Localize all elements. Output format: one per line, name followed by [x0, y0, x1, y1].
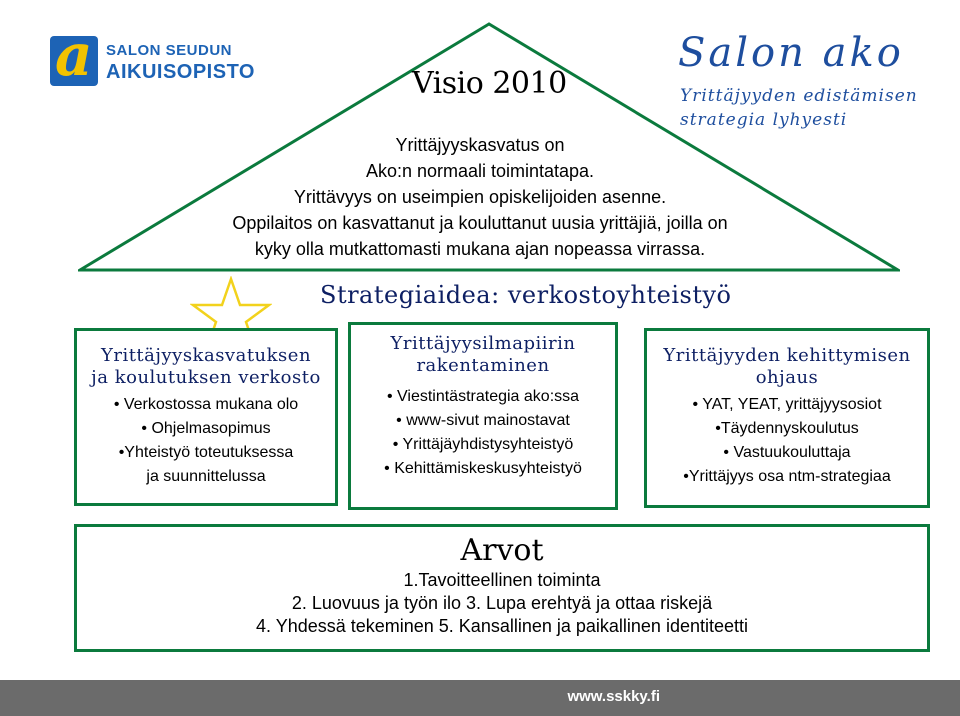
- brand-title: Salon ako: [678, 30, 904, 76]
- values-title: Arvot: [460, 533, 544, 568]
- vision-line: Yrittävyys on useimpien opiskelijoiden asenne.: [293, 187, 667, 207]
- vision-text: [160, 132, 800, 262]
- values-line: 4. Yhdessä tekeminen 5. Kansallinen ja paikallinen identiteetti: [256, 616, 748, 636]
- brand-subtitle-line-1: Yrittäjyyden edistämisen: [680, 86, 918, 106]
- box-title-line: ohjaus: [755, 367, 819, 388]
- box-title-line: rakentaminen: [416, 355, 550, 376]
- list-item: • Kehittämiskeskusyhteistyö: [384, 460, 582, 477]
- box-title-line: Yrittäjyyden kehittymisen: [663, 345, 911, 366]
- values-box: [74, 524, 930, 652]
- list-item: • Verkostossa mukana olo: [113, 396, 299, 413]
- strategy-title: Strategiaidea: verkostoyhteistyö: [320, 281, 732, 309]
- logo-mark: a: [50, 36, 98, 86]
- list-item: • Viestintästrategia ako:ssa: [386, 388, 580, 405]
- vision-line: Oppilaitos on kasvattanut ja kouluttanut uusia yrittäjiä, joilla on: [232, 213, 728, 233]
- footer-url: www.sskky.fi: [567, 688, 660, 705]
- brand-subtitle-line-2: strategia lyhyesti: [680, 110, 848, 130]
- box-title-line: Yrittäjyysilmapiirin: [390, 333, 576, 354]
- values-line: 2. Luovuus ja työn ilo 3. Lupa erehtyä ja ottaa riskejä: [291, 593, 713, 613]
- box-title-line: ja koulutuksen verkosto: [91, 367, 321, 388]
- vision-line: Yrittäjyyskasvatus on: [395, 135, 565, 155]
- list-item: •Yhteistyö toteutuksessa: [118, 444, 294, 461]
- vision-line: Ako:n normaali toimintatapa.: [365, 161, 595, 181]
- vision-title: Visio 2010: [412, 66, 567, 101]
- box-atmosphere: [348, 322, 618, 510]
- box-network: [74, 328, 338, 506]
- list-item: •Yrittäjyys osa ntm-strategiaa: [683, 468, 891, 485]
- list-item: •Täydennyskoulutus: [715, 420, 859, 437]
- list-item: • Yrittäjäyhdistysyhteistyö: [392, 436, 574, 453]
- values-line: 1.Tavoitteellinen toiminta: [403, 570, 601, 590]
- brand-subtitle: [680, 84, 918, 132]
- list-item: ja suunnittelussa: [146, 468, 266, 485]
- list-item: • Vastuukouluttaja: [723, 444, 851, 461]
- box-development: [644, 328, 930, 508]
- list-item: • www-sivut mainostavat: [396, 412, 570, 429]
- list-item: • Ohjelmasopimus: [141, 420, 271, 437]
- logo-line-2: AIKUISOPISTO: [106, 61, 255, 83]
- list-item: • YAT, YEAT, yrittäjyysosiot: [692, 396, 882, 413]
- footer-bar: [0, 680, 960, 716]
- vision-line: kyky olla mutkattomasti mukana ajan nopeassa virrassa.: [254, 239, 706, 259]
- logo-line-1: SALON SEUDUN: [106, 42, 233, 59]
- box-title-line: Yrittäjyyskasvatuksen: [100, 345, 312, 366]
